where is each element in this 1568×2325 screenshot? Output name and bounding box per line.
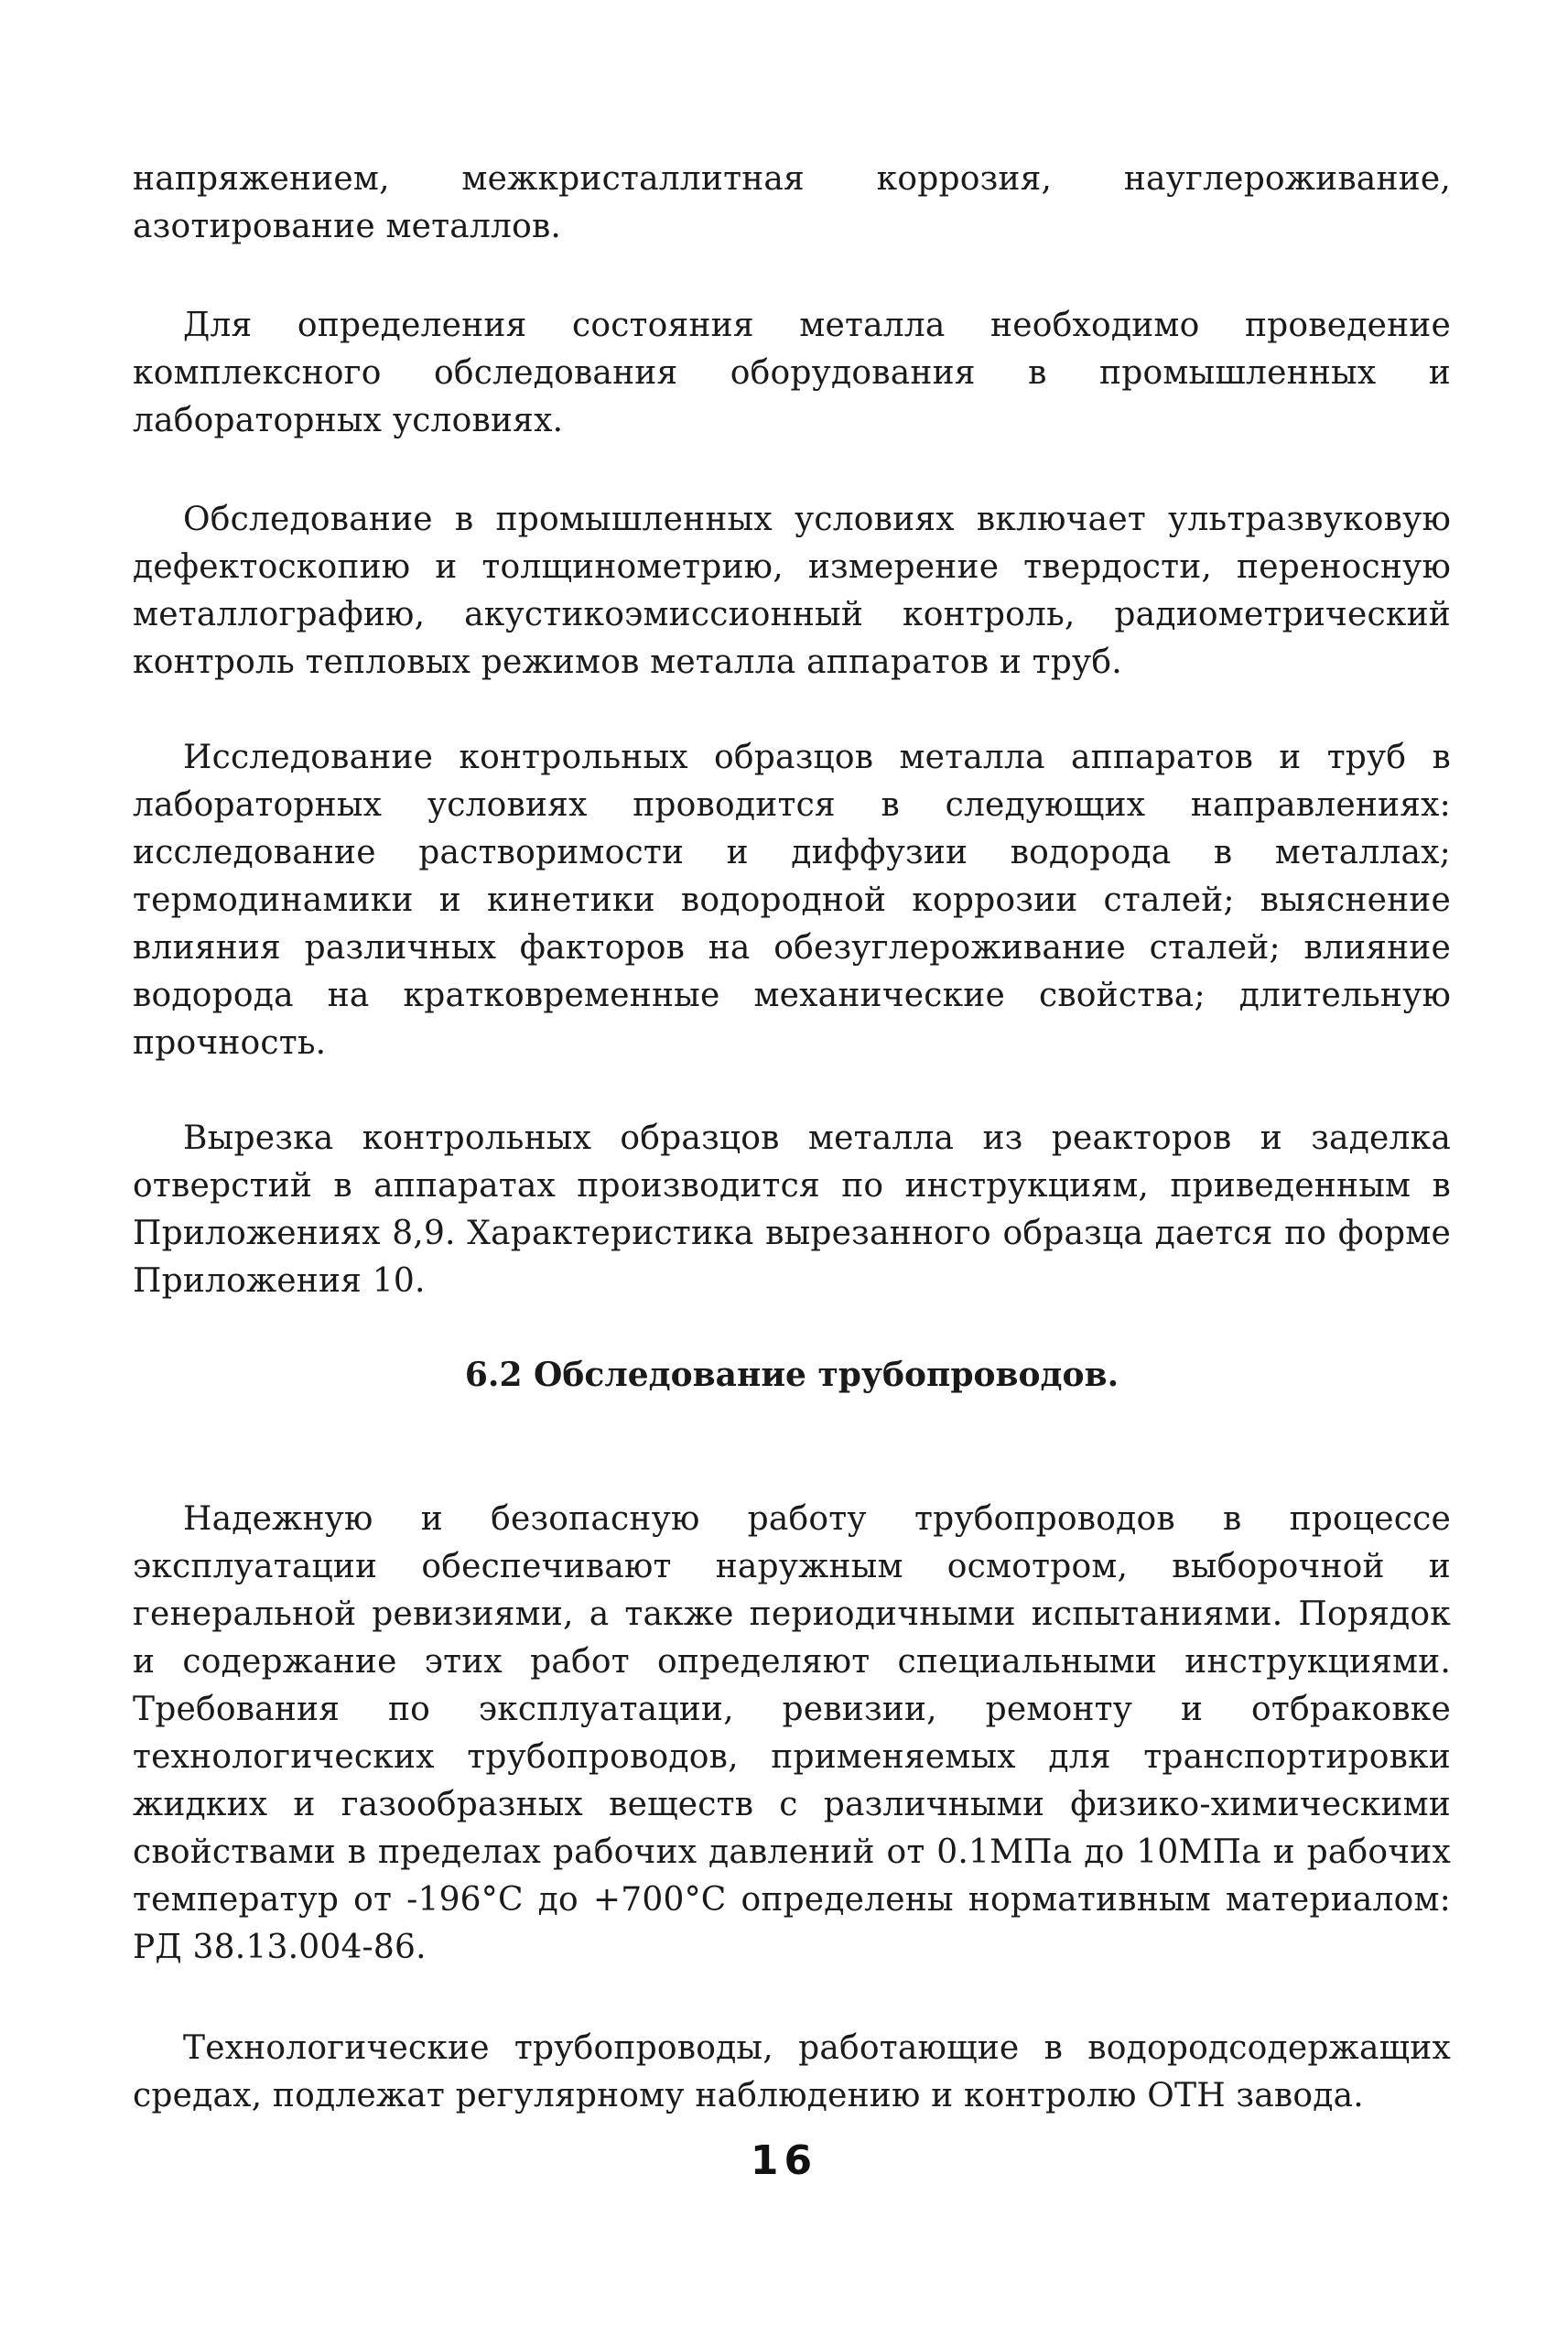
paragraph-hydrogen-pipelines: Технологические трубопроводы, работающие в водородсодержащих средах, подлежат регулярному наблюдению и контролю ОТН завода. (133, 2029, 1451, 2114)
section-heading: 6.2 Обследование трубопроводов. (464, 1356, 1119, 1394)
paragraph-continuation: напряжением, межкристаллитная коррозия, науглероживание, азотирование металлов. (133, 160, 1451, 245)
page-number: 16 (750, 2137, 818, 2184)
paragraph-industrial-inspection: Обследование в промышленных условиях включает ультразвуковую дефектоскопию и толщинометрию, измерение твердости, переносную металлографию, акустикоэмиссионный контроль, радиометрический контроль тепловых режимов металла аппаратов и труб. (133, 501, 1451, 681)
paragraph-laboratory-research: Исследование контрольных образцов металла аппаратов и труб в лабораторных условиях проводится в следующих направлениях: исследование растворимости и диффузии водорода в металлах; термодинамики и кинетики водородной коррозии сталей; выяснение влияния различных факторов на обезуглероживание сталей; влияние водорода на кратковременные механические свойства; длительную прочность. (133, 739, 1451, 1062)
paragraph-sample-cutting: Вырезка контрольных образцов металла из реакторов и заделка отверстий в аппаратах производится по инструкциям, приведенным в Приложениях 8,9. Характеристика вырезанного образца дается по форме Приложения 10. (133, 1119, 1451, 1300)
page-text-body (133, 156, 1451, 2120)
paragraph-pipeline-operation: Надежную и безопасную работу трубопроводов в процессе эксплуатации обеспечивают наружным осмотром, выборочной и генеральной ревизиями, а также периодичными испытаниями. Порядок и содержание этих работ определяют специальными инструкциями. Требования по эксплуатации, ревизии, ремонту и отбраковке технологических трубопроводов, применяемых для транспортировки жидких и газообразных веществ с различными физико-химическими свойствами в пределах рабочих давлений от 0.1МПа до 10МПа и рабочих температур от -196°C до +700°C определены нормативным материалом: РД 38.13.004-86. (133, 1500, 1451, 1966)
paragraph-metal-condition: Для определения состояния металла необходимо проведение комплексного обследования оборудования в промышленных и лабораторных условиях. (133, 307, 1451, 439)
